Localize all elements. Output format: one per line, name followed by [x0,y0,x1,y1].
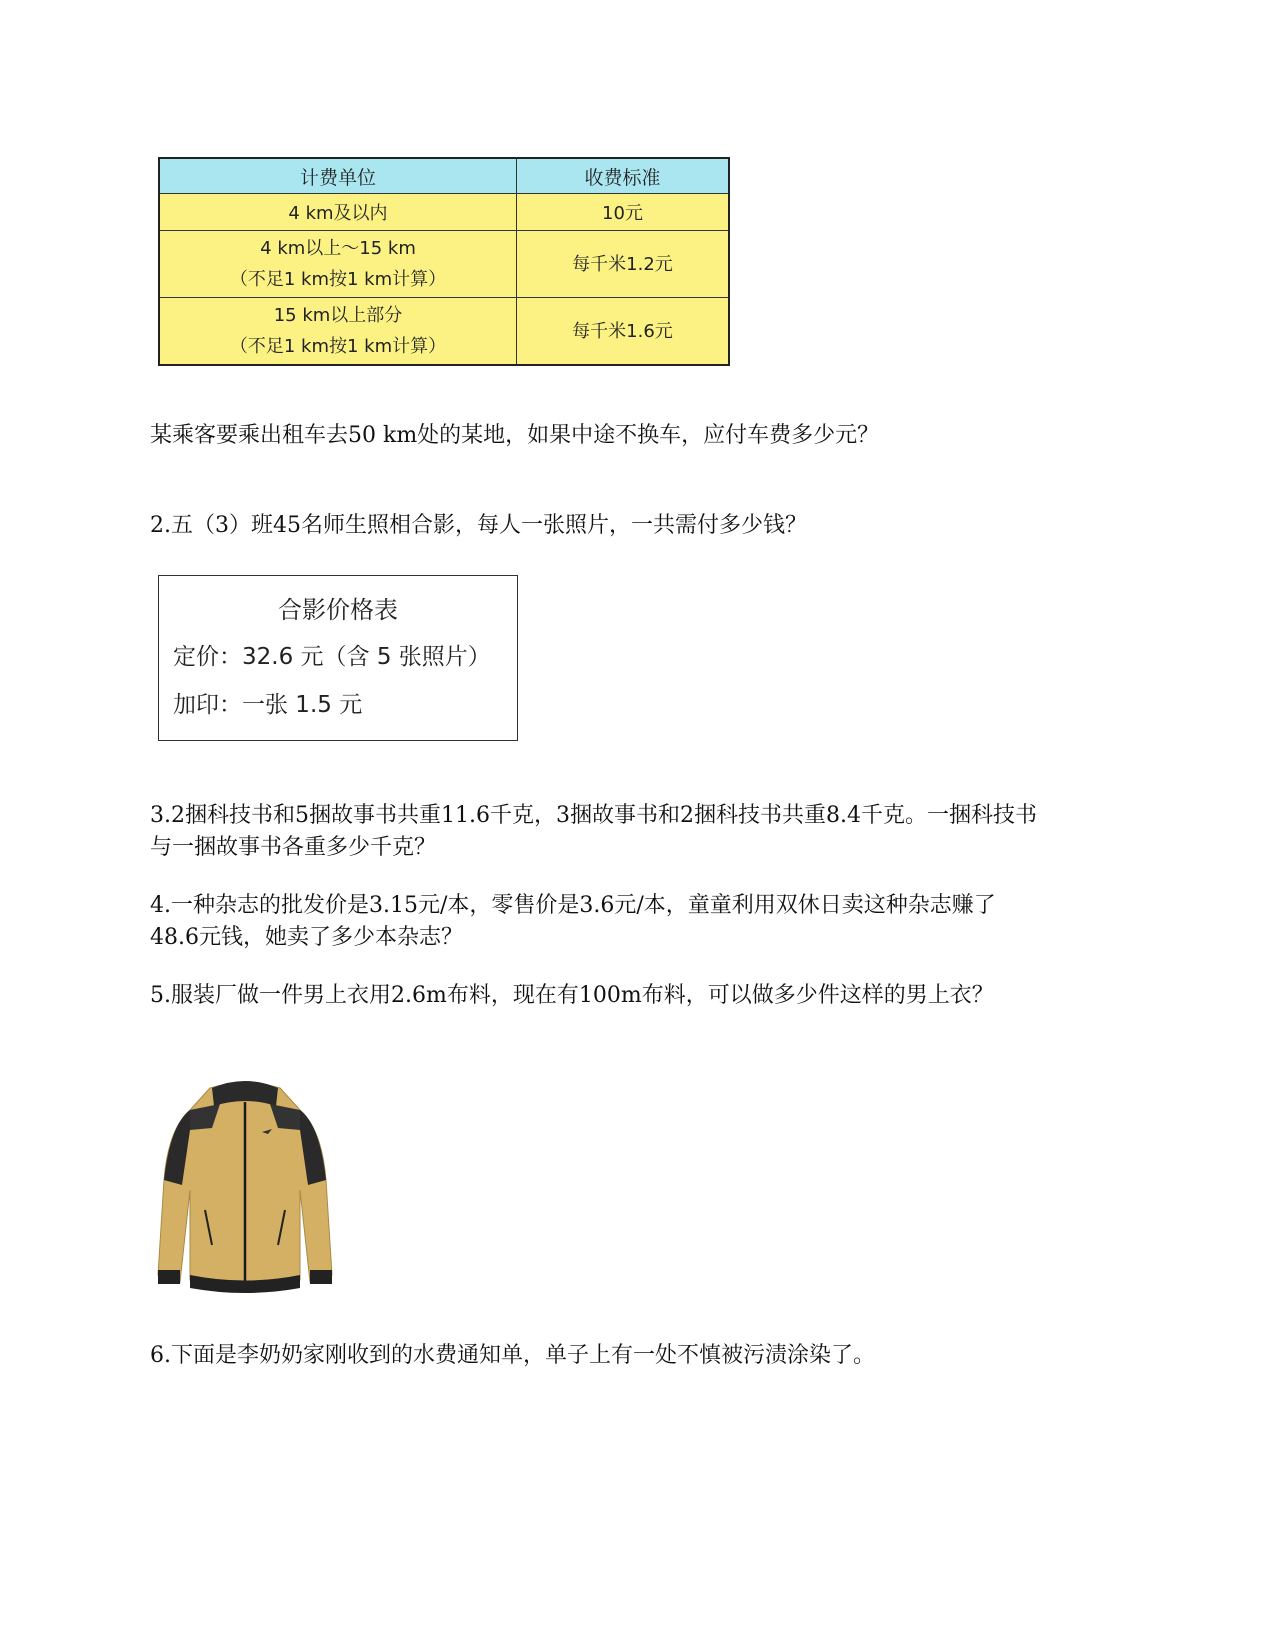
fare-price-cell: 每千米1.6元 [517,298,730,365]
price-box-extra-print: 加印：一张 1.5 元 [173,692,363,718]
fare-unit-note: （不足1 km按1 km计算） [229,336,447,357]
fare-table-header-row [159,158,729,194]
question-4-line2: 48.6元钱，她卖了多少本杂志？ [150,925,463,950]
table-row [159,231,729,298]
question-6-text: 6.下面是李奶奶家刚收到的水费通知单，单子上有一处不慎被污渍涂染了。 [150,1343,875,1368]
question-5-text: 5.服装厂做一件男上衣用2.6m布料，现在有100m布料，可以做多少件这样的男上衣？ [150,983,994,1008]
fare-header-price: 收费标准 [517,158,730,194]
table-row [159,298,729,365]
fare-unit-text: 15 km以上部分 [273,305,403,326]
jacket-icon [150,1070,340,1300]
photo-price-box [158,575,518,741]
fare-unit-cell [159,231,517,298]
fare-unit-note: （不足1 km按1 km计算） [229,269,447,291]
question-1-text: 某乘客要乘出租车去50 km处的某地，如果中途不换车，应付车费多少元？ [150,423,880,448]
fare-header-unit: 计费单位 [159,158,517,194]
question-3-line2: 与一捆故事书各重多少千克？ [150,835,437,860]
question-3-text [150,800,1037,864]
fare-price-cell: 每千米1.2元 [517,231,730,298]
fare-unit-cell [159,298,517,365]
question-4-line1: 4.一种杂志的批发价是3.15元/本，零售价是3.6元/本，童童利用双休日卖这种杂志赚了 [150,893,996,918]
question-3-line1: 3.2捆科技书和5捆故事书共重11.6千克，3捆故事书和2捆科技书共重8.4千克。一捆科技书 [150,803,1037,828]
question-2-text: 2.五（3）班45名师生照相合影，每人一张照片，一共需付多少钱？ [150,513,807,538]
fare-price-cell: 10元 [517,194,730,231]
table-row [159,194,729,231]
fare-table [158,157,730,366]
price-box-title: 合影价格表 [278,596,398,624]
fare-unit-text: 4 km及以内 [288,203,388,225]
fare-unit-text: 4 km以上～15 km [260,238,416,260]
price-box-fixed-price: 定价：32.6 元（含 5 张照片） [173,644,491,670]
question-4-text [150,890,996,954]
fare-unit-cell [159,194,517,231]
